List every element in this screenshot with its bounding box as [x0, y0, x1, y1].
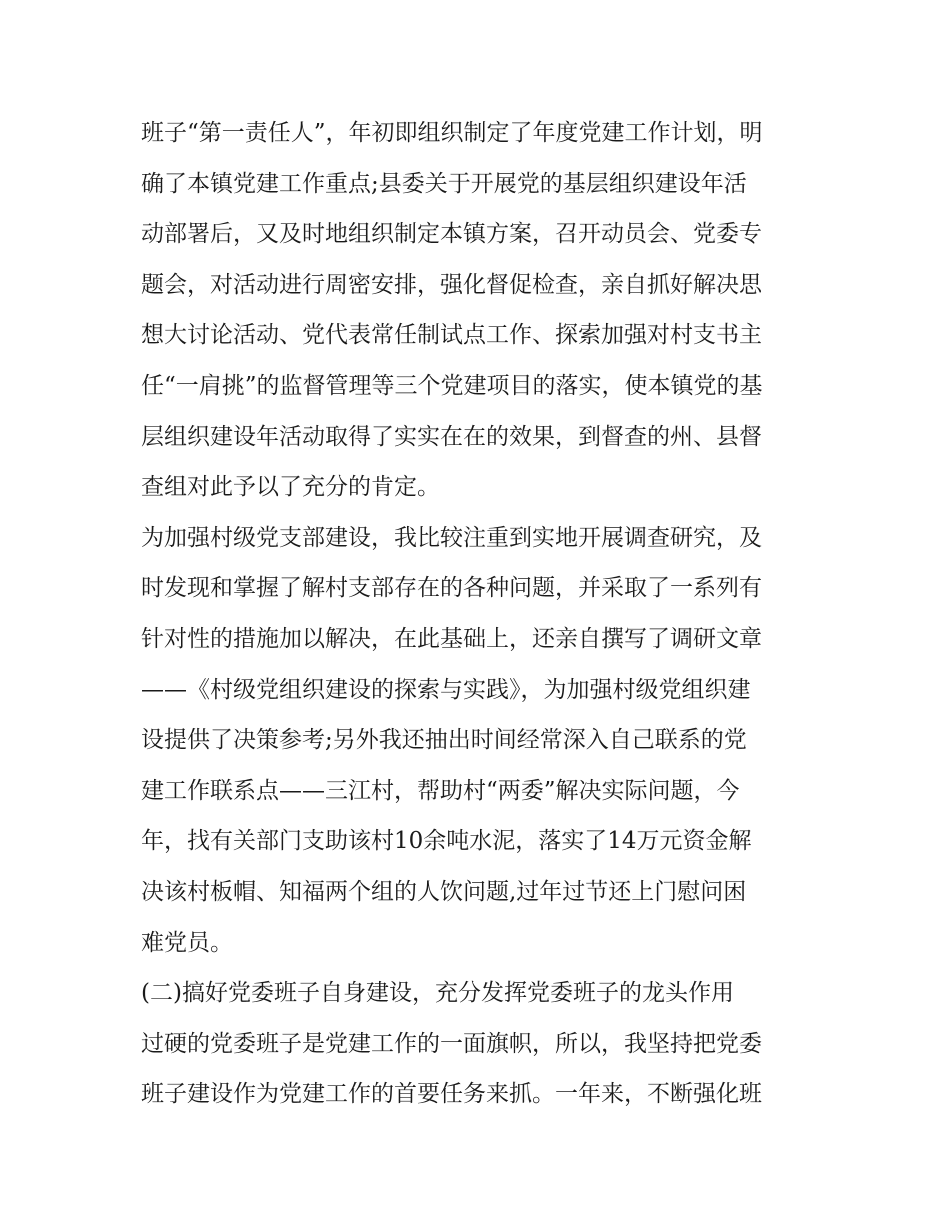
section-heading: (二)搞好党委班子自身建设，充分发挥党委班子的龙头作用 [141, 980, 734, 1007]
text-line: 想大讨论活动、党代表常任制试点工作、探索加强对村支书主 [141, 322, 762, 349]
text-line: ——《村级党组织建设的探索与实践》，为加强村级党组织建 [141, 676, 751, 703]
text-line: 班子建设作为党建工作的首要任务来抓。一年来，不断强化班 [141, 1081, 762, 1108]
text-line: 确了本镇党建工作重点;县委关于开展党的基层组织建设年活 [141, 170, 747, 197]
text-line: 决该村板帽、知福两个组的人饮问题,过年过节还上门慰问困 [141, 878, 747, 905]
text-line: 时发现和掌握了解村支部存在的各种问题，并采取了一系列有 [141, 575, 762, 602]
text-line: 题会，对活动进行周密安排，强化督促检查，亲自抓好解决思 [141, 271, 762, 298]
text-line: 任“一肩挑”的监督管理等三个党建项目的落实，使本镇党的基 [141, 372, 763, 399]
text-line: 班子“第一责任人”，年初即组织制定了年度党建工作计划，明 [141, 120, 763, 146]
document-body [141, 108, 821, 1120]
text-line: 层组织建设年活动取得了实实在在的效果，到督查的州、县督 [141, 423, 762, 450]
text-line: 为加强村级党支部建设，我比较注重到实地开展调查研究，及 [141, 524, 762, 551]
text-line: 查组对此予以了充分的肯定。 [141, 474, 440, 501]
text-line: 针对性的措施加以解决，在此基础上，还亲自撰写了调研文章 [141, 625, 762, 652]
text-line: 年，找有关部门支助该村10余吨水泥，落实了14万元资金解 [141, 828, 752, 855]
text-line: 设提供了决策参考;另外我还抽出时间经常深入自己联系的党 [141, 727, 747, 754]
text-line: 建工作联系点——三江村，帮助村“两委”解决实际问题，今 [141, 777, 740, 804]
text-line: 难党员。 [141, 929, 233, 956]
text-line: 动部署后，又及时地组织制定本镇方案，召开动员会、党委专 [141, 221, 762, 248]
text-line: 过硬的党委班子是党建工作的一面旗帜，所以，我坚持把党委 [141, 1030, 762, 1057]
